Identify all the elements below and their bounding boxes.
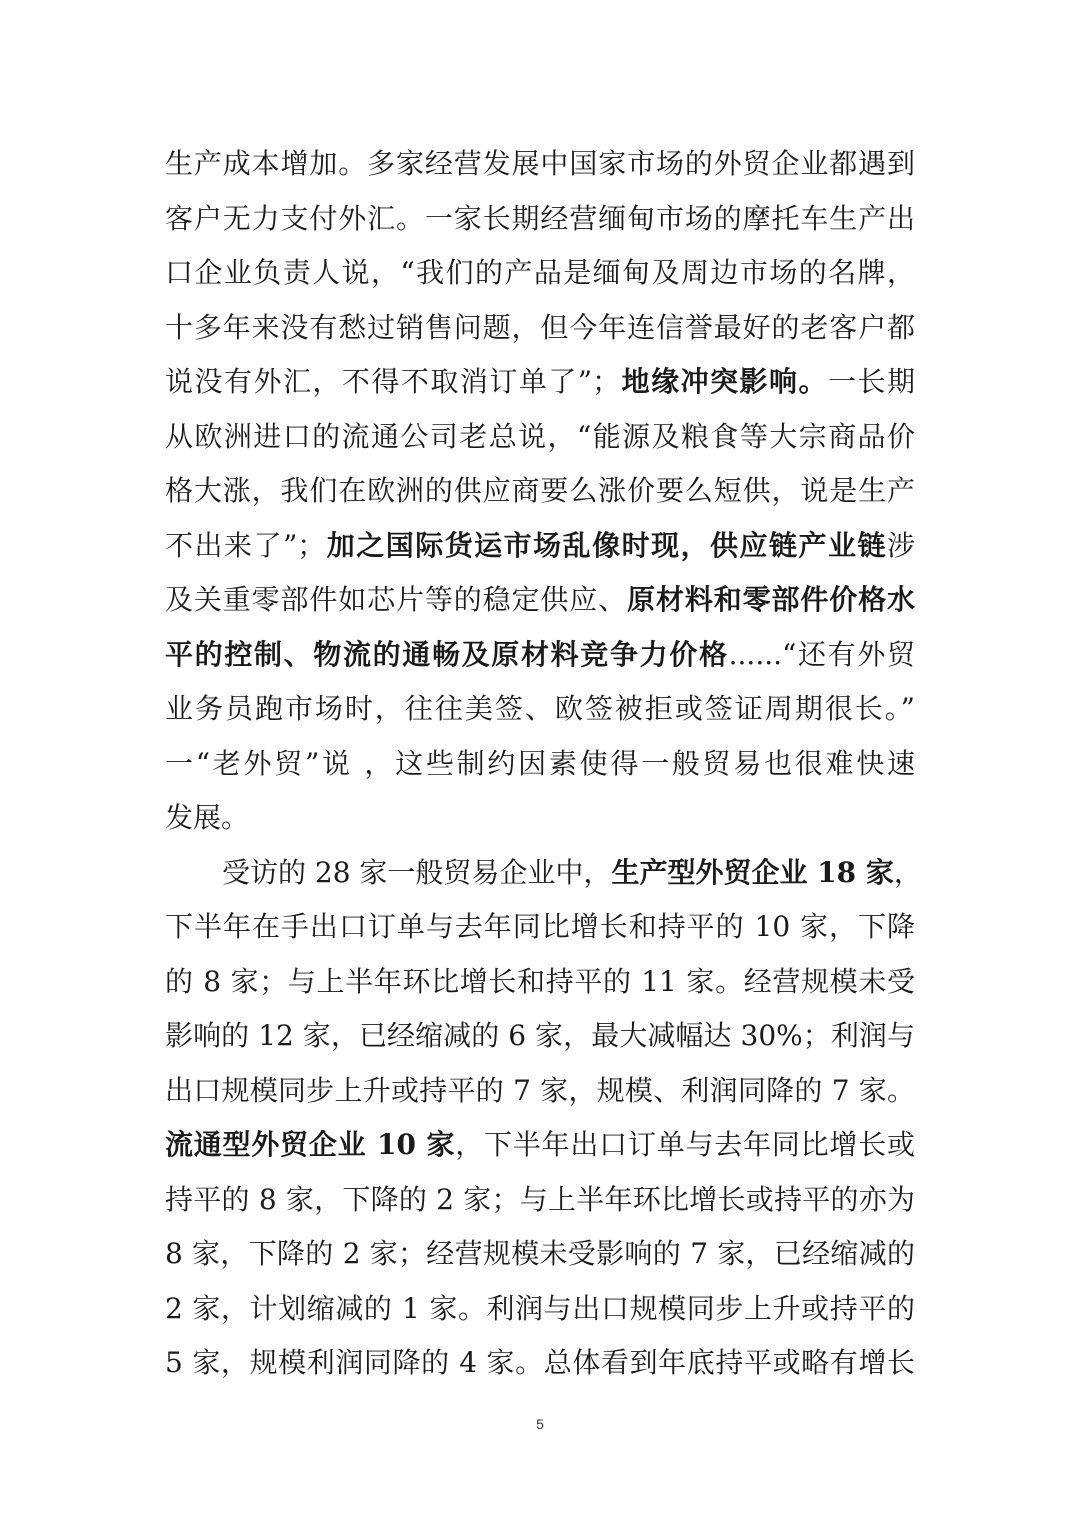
text-line: 客户无力支付外汇。一家长期经营缅甸市场的摩托车生产出 (165, 202, 915, 235)
bold-heading-supply-chain: 加之国际货运市场乱像时现，供应链产业链 (325, 529, 887, 562)
text-line (165, 580, 915, 620)
text-run: 不出来了”； (165, 529, 326, 562)
text-line: 影响的 12 家，已经缩减的 6 家，最大减幅达 30%；利润与 (165, 1019, 915, 1052)
text-line: 5 家，规模利润同降的 4 家。总体看到年底持平或略有增长 (165, 1346, 915, 1379)
text-line: 格大涨，我们在欧洲的供应商要么涨价要么短供，说是生产 (165, 474, 915, 507)
bold-heading-distribution-firms: 流通型外贸企业 10 家 (165, 1128, 456, 1161)
text-run: ，下半年出口订单与去年同比增长或 (455, 1128, 915, 1161)
text-run: 说没有外汇，不得不取消订单了”； (165, 365, 621, 398)
bold-text-run: 平的控制、物流的通畅及原材料竞争力价格 (165, 638, 729, 671)
bold-heading-production-firms: 生产型外贸企业 18 家 (611, 856, 894, 889)
text-line: 生产成本增加。多家经营发展中国家市场的外贸企业都遇到 (165, 147, 915, 180)
text-line: 下半年在手出口订单与去年同比增长和持平的 10 家，下降 (165, 910, 915, 943)
text-line: 持平的 8 家，下降的 2 家；与上半年环比增长或持平的亦为 (165, 1183, 915, 1216)
text-line: 发展。 (165, 801, 250, 834)
text-run: 一长期 (828, 365, 915, 398)
text-line: 的 8 家；与上半年环比增长和持平的 11 家。经营规模未受 (165, 965, 915, 998)
text-line: 十多年来没有愁过销售问题，但今年连信誉最好的老客户都 (165, 311, 915, 344)
text-line: 从欧洲进口的流通公司老总说，“能源及粮食等大宗商品价 (165, 420, 915, 453)
text-line (165, 362, 915, 402)
text-line (222, 853, 922, 893)
text-run: ......“还有外贸 (728, 638, 915, 671)
text-run: 及关重零部件如芯片等的稳定供应、 (165, 583, 628, 616)
text-run: 受访的 28 家一般贸易企业中， (222, 856, 612, 889)
text-line: 2 家，计划缩减的 1 家。利润与出口规模同步上升或持平的 (165, 1292, 915, 1325)
text-line (165, 635, 915, 675)
text-line (165, 1125, 915, 1165)
bold-text-run: 原材料和零部件价格水 (627, 583, 915, 616)
text-line: 一“老外贸”说 ，这些制约因素使得一般贸易也很难快速 (165, 747, 915, 780)
text-line: 8 家，下降的 2 家；经营规模未受影响的 7 家，已经缩减的 (165, 1237, 915, 1270)
text-line: 业务员跑市场时，往往美签、欧签被拒或签证周期很长。” (165, 692, 915, 725)
bold-heading-geopolitics: 地缘冲突影响。 (620, 365, 828, 398)
text-run: 涉 (886, 529, 915, 562)
text-line: 出口规模同步上升或持平的 7 家，规模、利润同降的 7 家。 (165, 1074, 915, 1107)
page-number: 5 (536, 1416, 544, 1432)
text-run: ， (893, 856, 922, 889)
text-line (165, 526, 915, 566)
text-line: 口企业负责人说，“我们的产品是缅甸及周边市场的名牌， (165, 256, 915, 289)
